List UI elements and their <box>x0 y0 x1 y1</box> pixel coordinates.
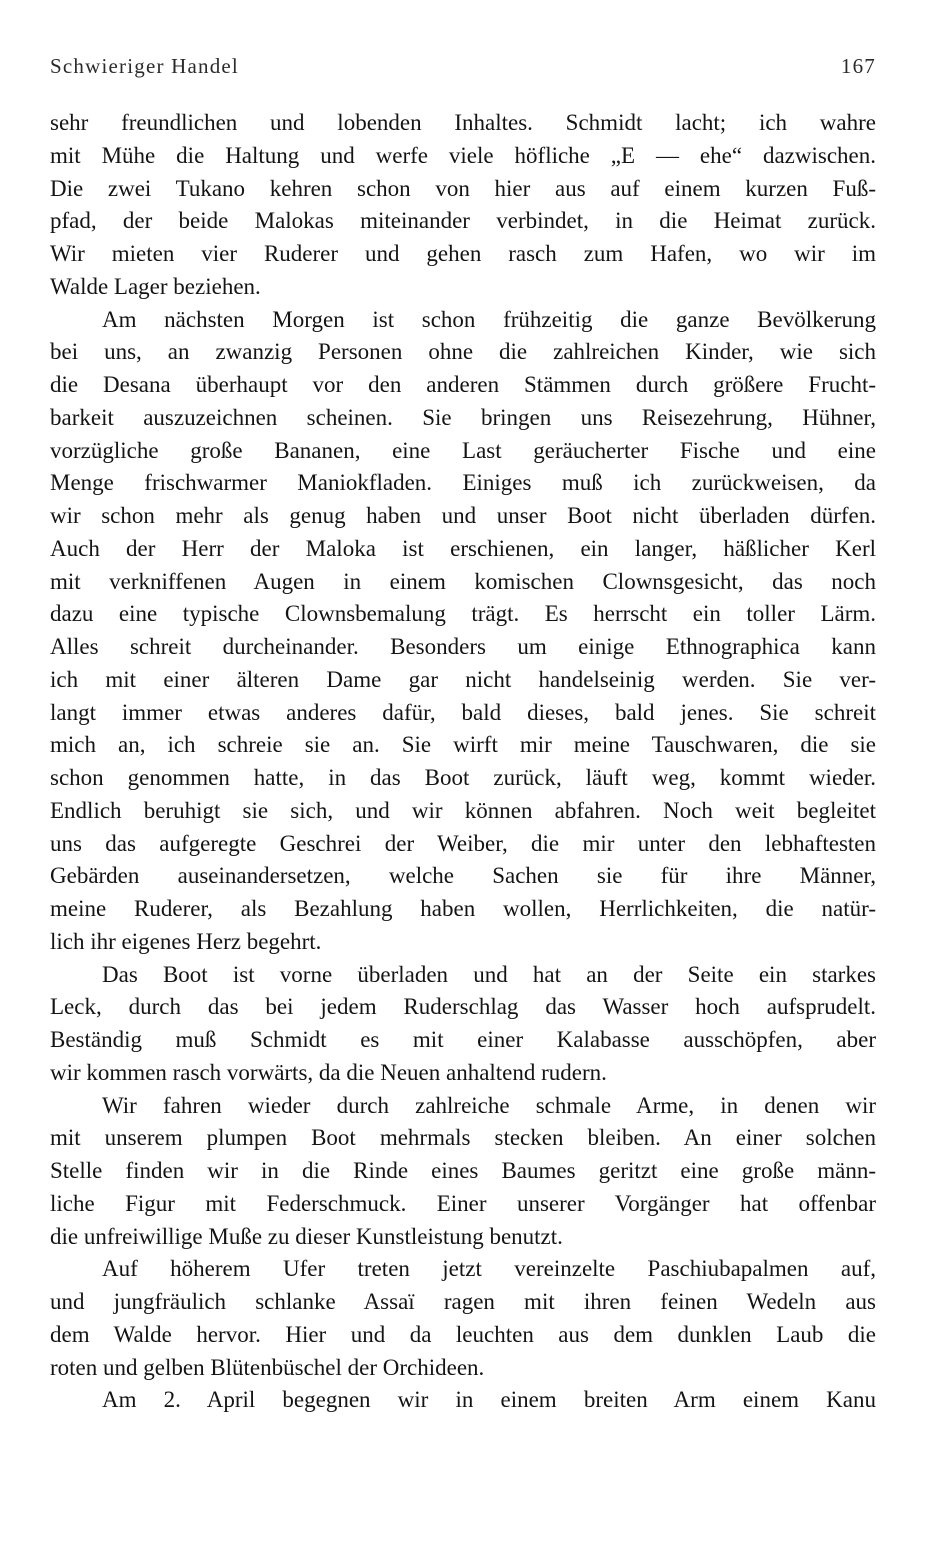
text-line: bei uns, an zwanzig Personen ohne die zahlreichen Kinder, wie sich <box>50 339 876 365</box>
text-line: lich ihr eigenes Herz begehrt. <box>50 928 322 954</box>
text-line: die Desana überhaupt vor den anderen Stämmen durch größere Frucht- <box>50 372 876 397</box>
text-line: pfad, der beide Malokas miteinander verbindet, in die Heimat zurück. <box>50 208 876 234</box>
text-line: Die zwei Tukano kehren schon von hier aus auf einem kurzen Fuß- <box>50 175 876 201</box>
text-line: mich an, ich schreie sie an. Sie wirft mir meine Tauschwaren, die sie <box>50 732 876 758</box>
text-line: wir schon mehr als genug haben und unser Boot nicht überladen dürfen. <box>50 503 876 528</box>
text-line: dem Walde hervor. Hier und da leuchten aus dem dunklen Laub die <box>50 1321 876 1347</box>
text-line: Gebärden auseinandersetzen, welche Sachen sie für ihre Männer, <box>50 863 876 889</box>
text-line: Am 2. April begegnen wir in einem breiten Arm einem Kanu <box>102 1387 876 1413</box>
text-line: sehr freundlichen und lobenden Inhaltes. Schmidt lacht; ich wahre <box>50 110 876 135</box>
text-line: mit unserem plumpen Boot mehrmals stecken bleiben. An einer solchen <box>50 1125 876 1151</box>
text-line: schon genommen hatte, in das Boot zurück, läuft weg, kommt wieder. <box>50 765 876 790</box>
text-line: mit Mühe die Haltung und werfe viele höfliche „E — ehe“ dazwischen. <box>50 142 876 168</box>
text-line: ich mit einer älteren Dame gar nicht handelseinig werden. Sie ver- <box>50 666 876 692</box>
text-line: Auch der Herr der Maloka ist erschienen, ein langer, häßlicher Kerl <box>50 535 876 561</box>
text-line: wir kommen rasch vorwärts, da die Neuen anhaltend rudern. <box>50 1059 607 1085</box>
text-line: roten und gelben Blütenbüschel der Orchideen. <box>50 1354 485 1380</box>
text-line: Wir mieten vier Ruderer und gehen rasch zum Hafen, wo wir im <box>50 241 876 266</box>
text-line: und jungfräulich schlanke Assaï ragen mit ihren feinen Wedeln aus <box>50 1289 876 1314</box>
text-line: vorzügliche große Bananen, eine Last geräucherter Fische und eine <box>50 437 876 463</box>
running-head <box>50 54 876 84</box>
text-line: liche Figur mit Federschmuck. Einer unserer Vorgänger hat offenbar <box>50 1190 876 1216</box>
text-line: Auf höherem Ufer treten jetzt vereinzelte Paschiubapalmen auf, <box>102 1256 876 1282</box>
text-line: Endlich beruhigt sie sich, und wir können abfahren. Noch weit begleitet <box>50 797 876 823</box>
text-line: die unfreiwillige Muße zu dieser Kunstleistung benutzt. <box>50 1223 563 1249</box>
text-line: Stelle finden wir in die Rinde eines Baumes geritzt eine große männ- <box>50 1158 876 1183</box>
text-line: uns das aufgeregte Geschrei der Weiber, die mir unter den lebhaftesten <box>50 830 876 856</box>
text-line: Walde Lager beziehen. <box>50 273 261 299</box>
text-line: dazu eine typische Clownsbemalung trägt. Es herrscht ein toller Lärm. <box>50 601 876 627</box>
text-line: Alles schreit durcheinander. Besonders um einige Ethnographica kann <box>50 634 876 659</box>
text-line: barkeit auszuzeichnen scheinen. Sie bringen uns Reisezehrung, Hühner, <box>50 404 876 430</box>
text-line: Am nächsten Morgen ist schon frühzeitig die ganze Bevölkerung <box>102 306 876 332</box>
text-line: Beständig muß Schmidt es mit einer Kalabasse ausschöpfen, aber <box>50 1027 876 1052</box>
text-line: mit verkniffenen Augen in einem komischen Clownsgesicht, das noch <box>50 568 876 594</box>
page-number: 167 <box>840 54 876 78</box>
text-line: Wir fahren wieder durch zahlreiche schmale Arme, in denen wir <box>102 1092 876 1118</box>
text-line: meine Ruderer, als Bezahlung haben wollen, Herrlichkeiten, die natür- <box>50 896 876 921</box>
running-title: Schwieriger Handel <box>50 54 239 78</box>
text-line: Das Boot ist vorne überladen und hat an der Seite ein starkes <box>102 961 876 987</box>
text-line: Leck, durch das bei jedem Ruderschlag das Wasser hoch aufsprudelt. <box>50 994 876 1020</box>
text-line: langt immer etwas anderes dafür, bald dieses, bald jenes. Sie schreit <box>50 699 876 725</box>
body-text <box>50 107 876 1417</box>
text-line: Menge frischwarmer Maniokfladen. Einiges muß ich zurückweisen, da <box>50 470 876 496</box>
